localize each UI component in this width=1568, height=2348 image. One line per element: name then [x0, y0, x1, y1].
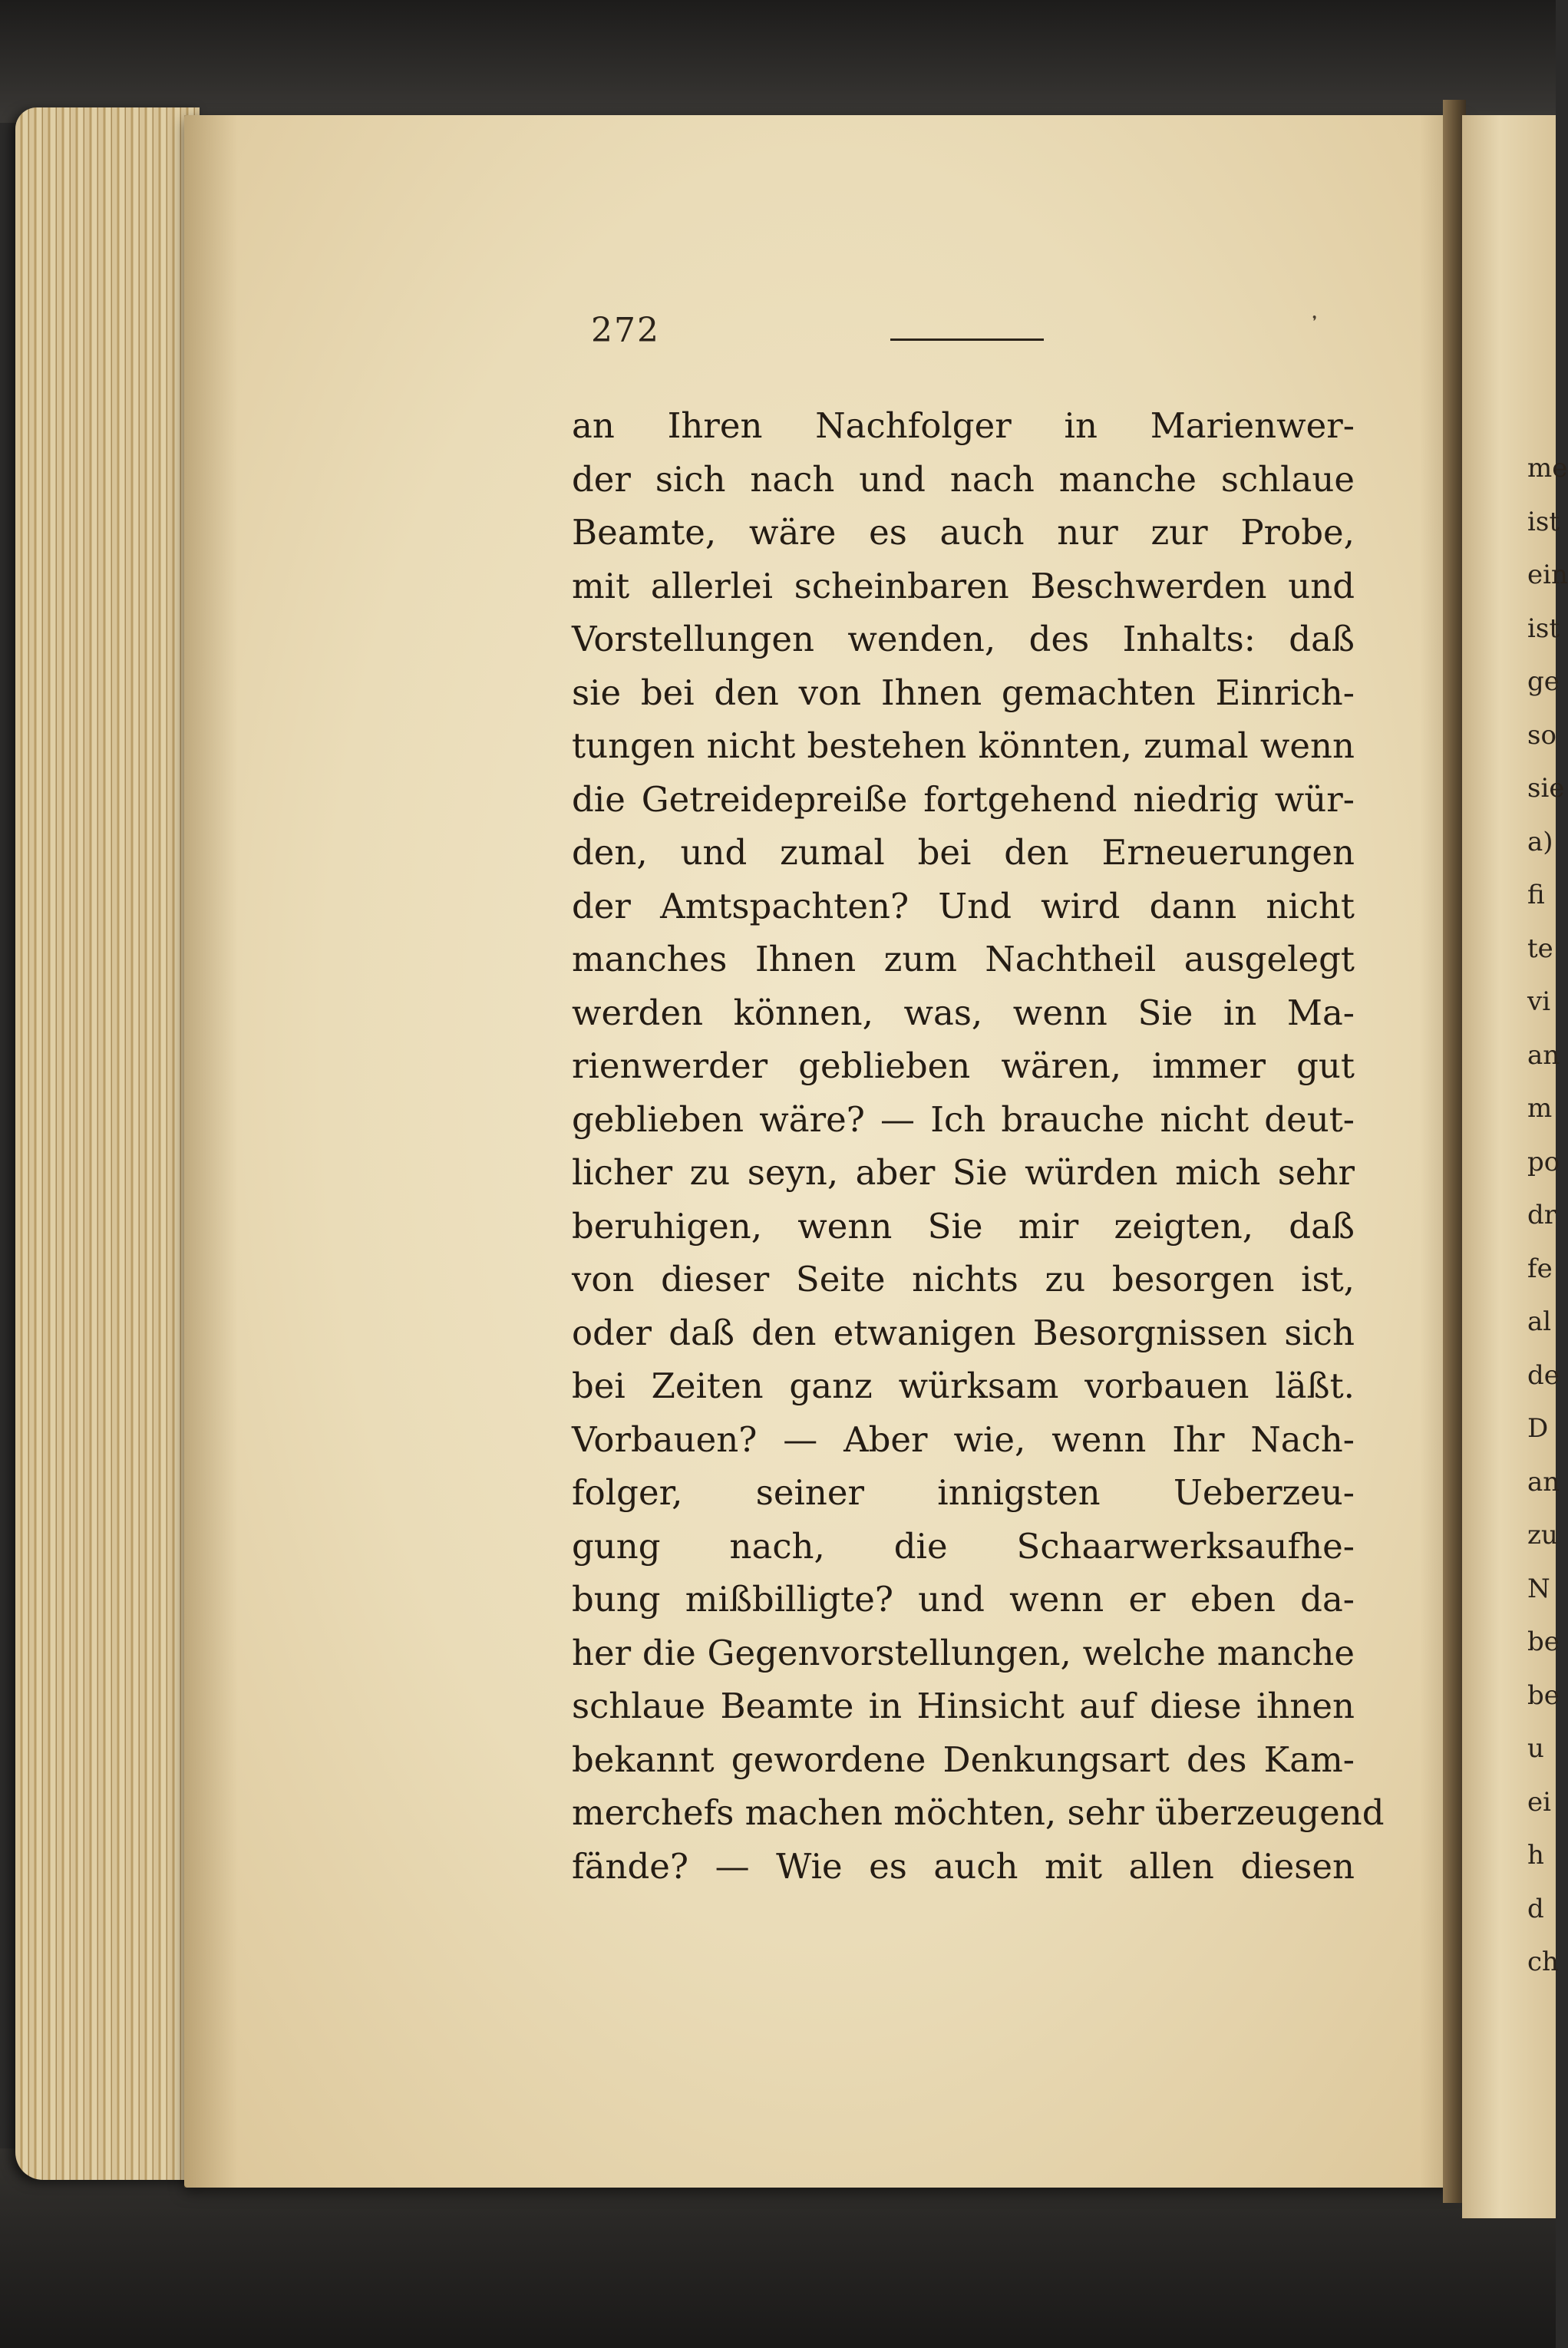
next-page-fragment: h: [1527, 1840, 1544, 1871]
head-rule: [890, 338, 1044, 341]
next-page-fragment: m: [1527, 1093, 1553, 1124]
next-page-fragment: be: [1527, 1679, 1560, 1711]
next-page-fragment: ist: [1527, 613, 1560, 644]
next-page-fragment: an: [1527, 1039, 1560, 1071]
text-line: licher zu seyn, aber Sie würden mich sehr: [572, 1152, 1355, 1193]
next-page-fragment: ei: [1527, 1786, 1551, 1818]
text-line: mit allerlei scheinbaren Beschwerden und: [572, 565, 1355, 606]
body-text: [572, 399, 1385, 1893]
text-line: Beamte, wäre es auch nur zur Probe,: [572, 512, 1355, 553]
next-page-fragment: be: [1527, 1626, 1560, 1657]
next-page-fragment: so: [1527, 719, 1556, 751]
next-page-fragment: ein: [1527, 560, 1568, 590]
next-page-fragment: N: [1527, 1573, 1550, 1604]
next-page-fragment: u: [1527, 1733, 1544, 1764]
next-page-fragment: fe: [1527, 1253, 1553, 1284]
text-line: geblieben wäre? — Ich brauche nicht deut-: [572, 1098, 1355, 1140]
next-page-fragment: me: [1527, 453, 1568, 484]
text-line: sie bei den von Ihnen gemachten Einrich-: [572, 672, 1355, 713]
text-line: Vorbauen? — Aber wie, wenn Ihr Nach-: [572, 1418, 1355, 1460]
head-mark: ᾽: [1309, 314, 1320, 341]
text-line: werden können, was, wenn Sie in Ma-: [572, 992, 1355, 1033]
text-line: tungen nicht bestehen könnten, zumal wenn: [572, 725, 1355, 766]
next-page-fragment: dr: [1527, 1200, 1557, 1230]
text-line: die Getreidepreiße fortgehend niedrig wür-: [572, 778, 1355, 820]
text-line: bei Zeiten ganz würksam vorbauen läßt.: [572, 1366, 1355, 1406]
text-line: oder daß den etwanigen Besorgnissen sich: [572, 1312, 1355, 1353]
page-edges: [15, 107, 200, 2180]
text-line: bung mißbilligte? und wenn er eben da-: [572, 1579, 1355, 1620]
text-line: manches Ihnen zum Nachtheil ausgelegt: [572, 939, 1355, 979]
backdrop-top: [0, 0, 1556, 123]
text-line: Vorstellungen wenden, des Inhalts: daß: [572, 619, 1355, 659]
next-page-fragment: sie: [1527, 773, 1565, 804]
next-page-fragment: zu: [1527, 1520, 1558, 1550]
next-page-fragment: ist: [1527, 506, 1560, 537]
next-page-fragment: al: [1527, 1306, 1552, 1337]
next-page-fragment: D: [1527, 1413, 1549, 1444]
text-line: bekannt gewordene Denkungsart des Kam-: [572, 1739, 1355, 1780]
text-line: folger, seiner innigsten Ueberzeu-: [572, 1472, 1355, 1513]
next-page-fragment: ch: [1527, 1947, 1559, 1977]
text-line: der Amtspachten? Und wird dann nicht: [572, 885, 1355, 926]
text-line: von dieser Seite nichts zu besorgen ist,: [572, 1259, 1355, 1299]
next-page-fragment: te: [1527, 933, 1553, 964]
next-page-fragment: ge: [1527, 666, 1560, 697]
text-line: rienwerder geblieben wären, immer gut: [572, 1045, 1355, 1086]
text-line: den, und zumal bei den Erneuerungen: [572, 832, 1355, 873]
text-line: merchefs machen möchten, sehr überzeugend: [572, 1792, 1385, 1833]
next-page-fragment: fi: [1527, 880, 1545, 910]
text-line: der sich nach und nach manche schlaue: [572, 458, 1355, 500]
text-line: schlaue Beamte in Hinsicht auf diese ihnen: [572, 1686, 1355, 1726]
text-line: her die Gegenvorstellungen, welche manche: [572, 1632, 1355, 1673]
page-number: 272: [591, 311, 660, 350]
running-head: [591, 311, 1335, 357]
text-line: fände? — Wie es auch mit allen diesen: [572, 1845, 1355, 1887]
text-line: beruhigen, wenn Sie mir zeigten, daß: [572, 1205, 1355, 1247]
next-page-fragment: an: [1527, 1466, 1560, 1498]
text-line: gung nach, die Schaarwerksaufhe-: [572, 1525, 1355, 1567]
next-page-edge: [1462, 115, 1568, 2218]
text-line: an Ihren Nachfolger in Marienwer-: [572, 405, 1355, 446]
next-page-fragment: a): [1527, 826, 1553, 857]
next-page-fragment: d: [1527, 1893, 1544, 1924]
next-page-fragment: po: [1527, 1146, 1560, 1177]
next-page-fragment: de: [1527, 1359, 1560, 1391]
next-page-fragment: vi: [1527, 986, 1551, 1017]
